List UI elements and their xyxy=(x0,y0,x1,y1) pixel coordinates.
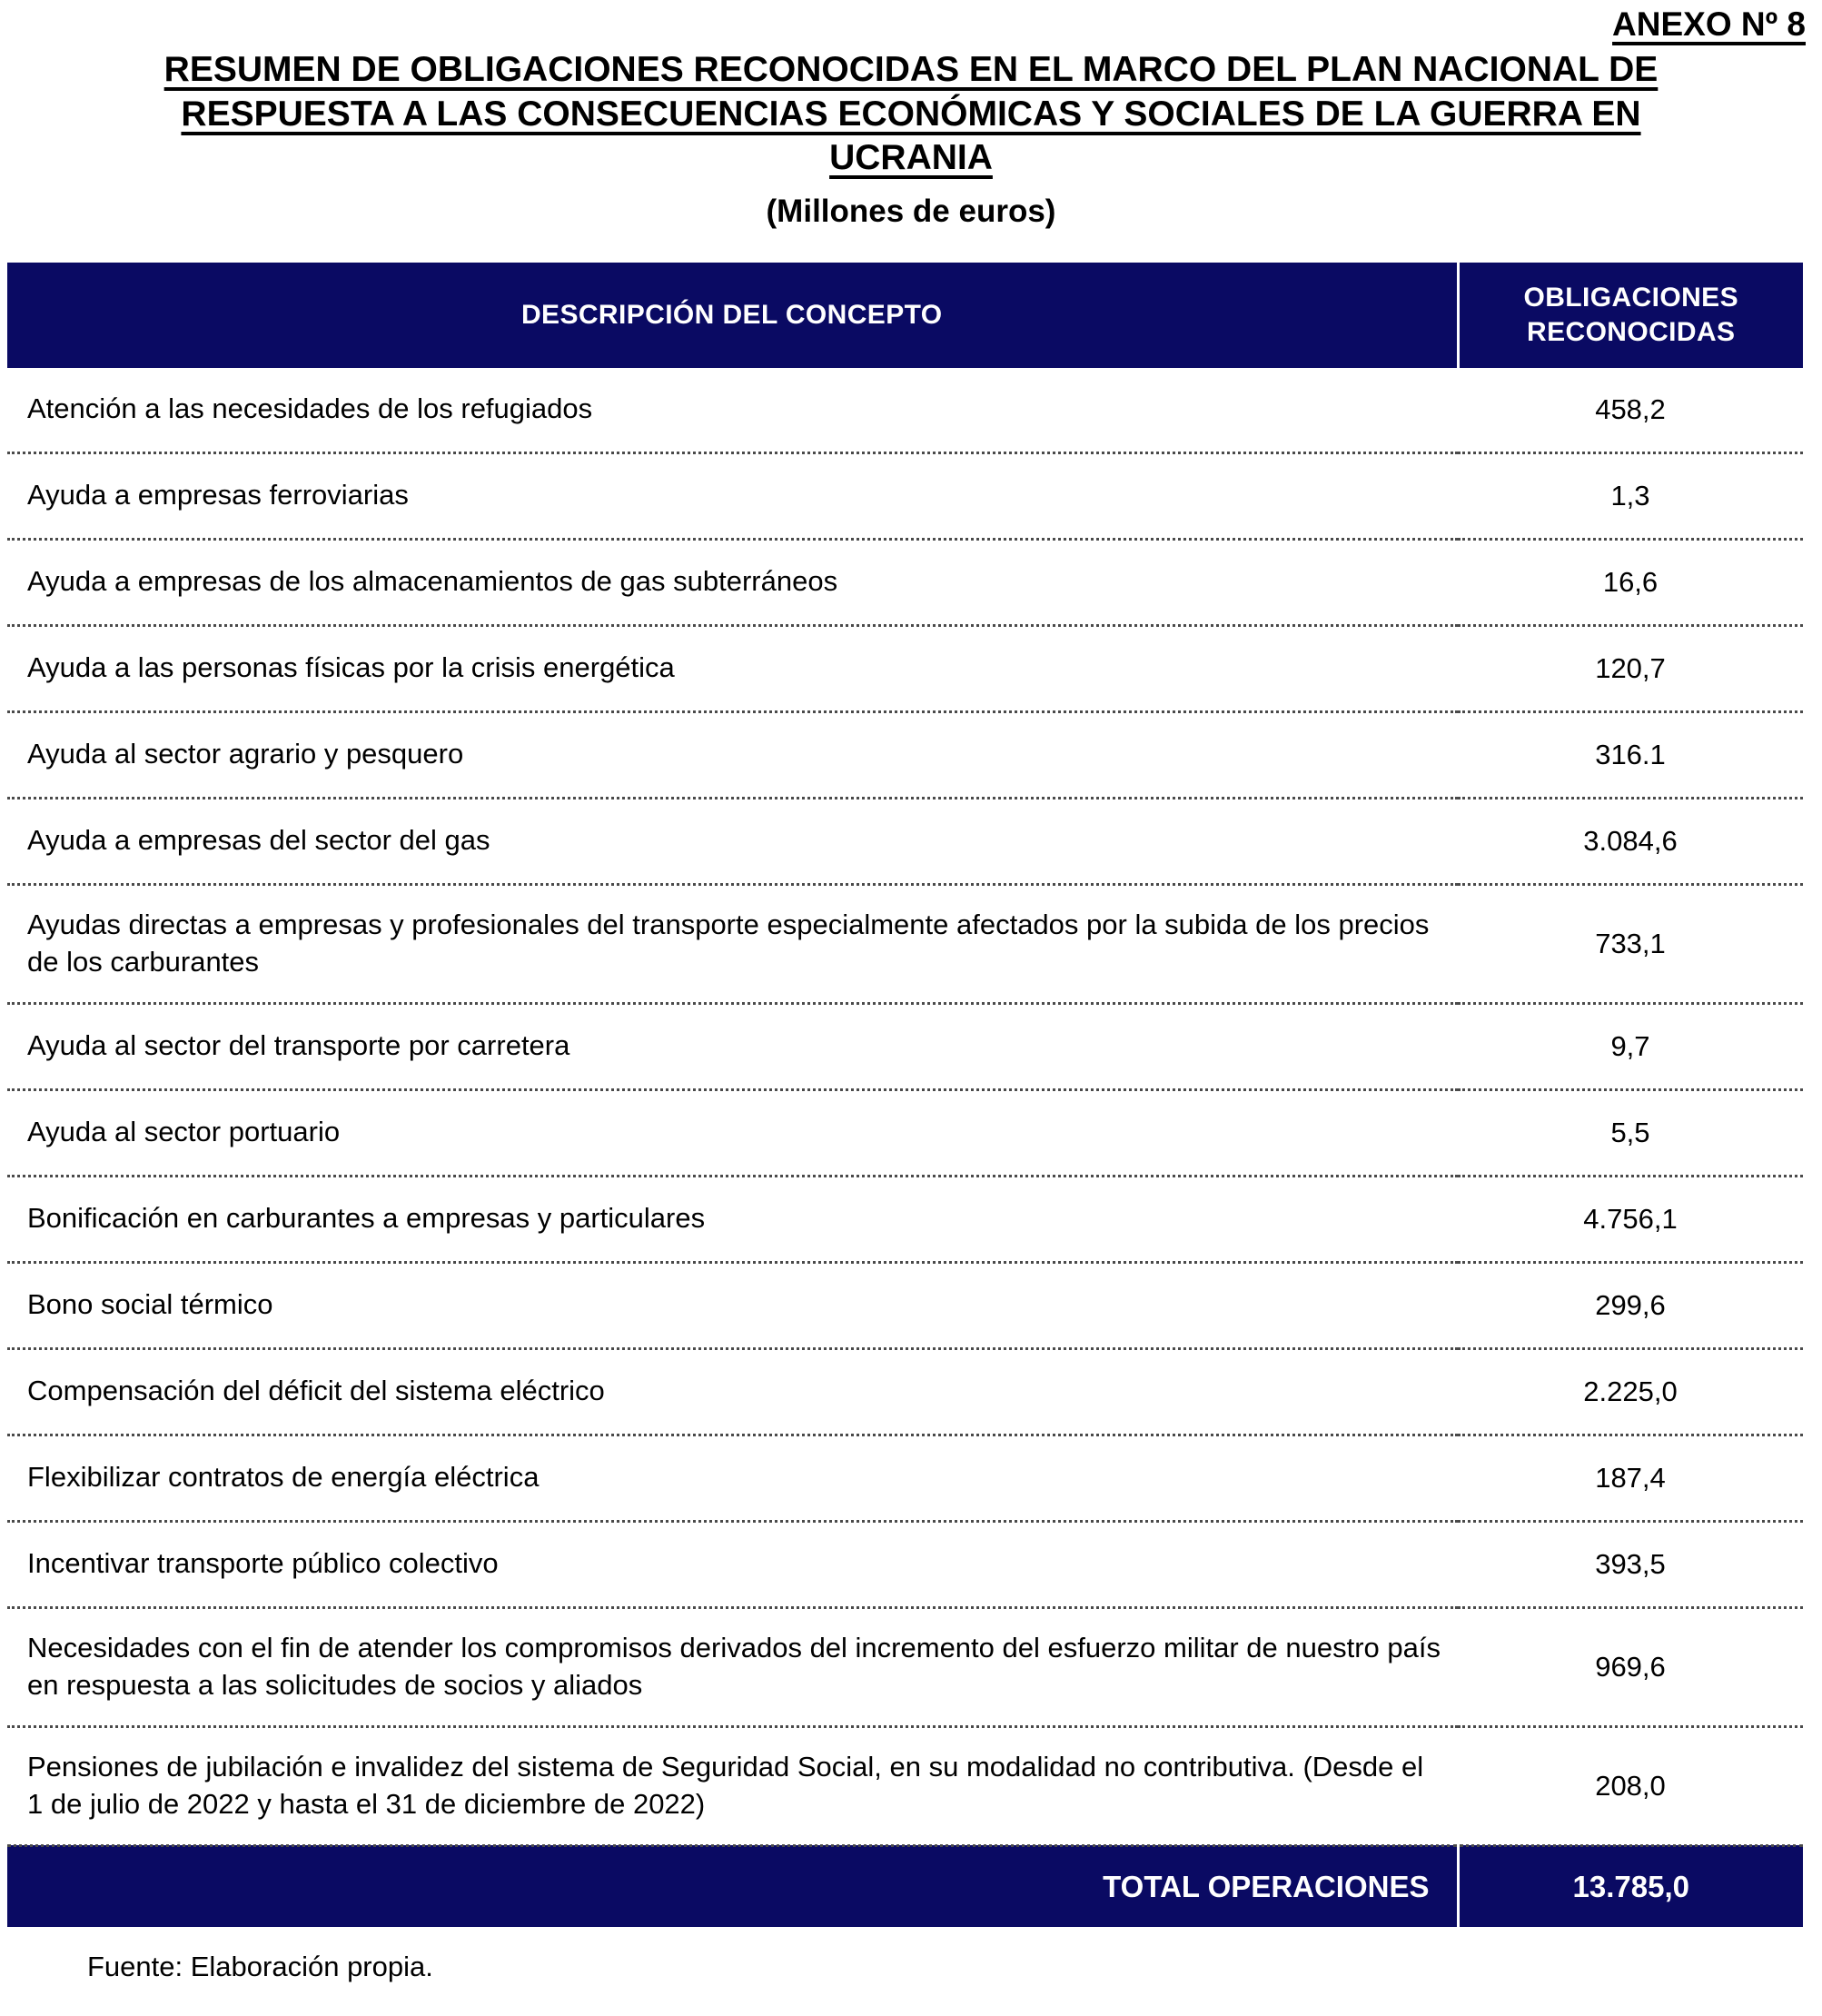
cell-amount: 393,5 xyxy=(1458,1521,1803,1607)
cell-amount: 208,0 xyxy=(1458,1726,1803,1845)
page-title xyxy=(0,43,1822,180)
cell-amount: 5,5 xyxy=(1458,1089,1803,1176)
units-subtitle: (Millones de euros) xyxy=(766,193,1056,229)
cell-concept: Ayuda a empresas ferroviarias xyxy=(7,452,1458,539)
cell-concept: Bonificación en carburantes a empresas y particulares xyxy=(7,1176,1458,1262)
table-row xyxy=(7,539,1803,625)
cell-concept: Ayudas directas a empresas y profesionales del transporte especialmente afectados por la subida de los precios de los carburantes xyxy=(7,884,1458,1003)
table-header xyxy=(7,263,1803,368)
table-row xyxy=(7,1176,1803,1262)
column-header-amount xyxy=(1458,263,1803,368)
cell-amount: 187,4 xyxy=(1458,1435,1803,1521)
cell-concept: Ayuda al sector del transporte por carretera xyxy=(7,1003,1458,1089)
annex-table-container xyxy=(7,263,1803,1927)
table-header-row xyxy=(7,263,1803,368)
cell-concept: Ayuda al sector portuario xyxy=(7,1089,1458,1176)
table-row xyxy=(7,1348,1803,1435)
cell-amount: 299,6 xyxy=(1458,1262,1803,1348)
table-row xyxy=(7,1435,1803,1521)
annex-number-text: ANEXO Nº 8 xyxy=(1612,5,1806,43)
cell-amount: 969,6 xyxy=(1458,1607,1803,1726)
total-label: TOTAL OPERACIONES xyxy=(7,1845,1458,1927)
cell-concept: Ayuda a empresas del sector del gas xyxy=(7,798,1458,884)
cell-concept: Ayuda al sector agrario y pesquero xyxy=(7,711,1458,798)
cell-amount: 16,6 xyxy=(1458,539,1803,625)
table-row xyxy=(7,1089,1803,1176)
cell-concept: Flexibilizar contratos de energía eléctrica xyxy=(7,1435,1458,1521)
column-header-amount-line-2: RECONOCIDAS xyxy=(1527,316,1736,347)
cell-amount: 316.1 xyxy=(1458,711,1803,798)
cell-concept: Necesidades con el fin de atender los compromisos derivados del incremento del esfuerzo militar de nuestro país en respuesta a las solicitudes de socios y aliados xyxy=(7,1607,1458,1726)
cell-amount: 3.084,6 xyxy=(1458,798,1803,884)
table-row xyxy=(7,625,1803,711)
page-title-line-3: UCRANIA xyxy=(829,138,993,178)
cell-concept: Bono social térmico xyxy=(7,1262,1458,1348)
cell-amount: 120,7 xyxy=(1458,625,1803,711)
table-row xyxy=(7,1003,1803,1089)
cell-concept: Atención a las necesidades de los refugiados xyxy=(7,368,1458,453)
total-row xyxy=(7,1845,1803,1927)
table-row xyxy=(7,798,1803,884)
page-title-line-1: RESUMEN DE OBLIGACIONES RECONOCIDAS EN EL MARCO DEL PLAN NACIONAL DE xyxy=(163,50,1659,90)
annex-table xyxy=(7,263,1803,1927)
cell-concept: Incentivar transporte público colectivo xyxy=(7,1521,1458,1607)
source-note: Fuente: Elaboración propia. xyxy=(87,1950,433,1982)
annex-number xyxy=(0,0,1822,43)
cell-concept: Pensiones de jubilación e invalidez del sistema de Seguridad Social, en su modalidad no contributiva. (Desde el 1 de julio de 2022 y hasta el 31 de diciembre de 2022) xyxy=(7,1726,1458,1845)
cell-amount: 1,3 xyxy=(1458,452,1803,539)
cell-concept: Ayuda a las personas físicas por la crisis energética xyxy=(7,625,1458,711)
table-row xyxy=(7,1521,1803,1607)
table-row xyxy=(7,1607,1803,1726)
table-row xyxy=(7,1726,1803,1845)
column-header-concept: DESCRIPCIÓN DEL CONCEPTO xyxy=(7,263,1458,368)
cell-concept: Ayuda a empresas de los almacenamientos de gas subterráneos xyxy=(7,539,1458,625)
cell-concept: Compensación del déficit del sistema eléctrico xyxy=(7,1348,1458,1435)
table-row xyxy=(7,1262,1803,1348)
cell-amount: 9,7 xyxy=(1458,1003,1803,1089)
cell-amount: 4.756,1 xyxy=(1458,1176,1803,1262)
table-body xyxy=(7,368,1803,1846)
table-row xyxy=(7,452,1803,539)
total-value: 13.785,0 xyxy=(1458,1845,1803,1927)
table-row xyxy=(7,884,1803,1003)
cell-amount: 458,2 xyxy=(1458,368,1803,453)
page-title-line-2: RESPUESTA A LAS CONSECUENCIAS ECONÓMICAS Y SOCIALES DE LA GUERRA EN xyxy=(181,94,1641,134)
table-row xyxy=(7,368,1803,453)
table-footer xyxy=(7,1845,1803,1927)
table-row xyxy=(7,711,1803,798)
column-header-amount-line-1: OBLIGACIONES xyxy=(1523,283,1738,313)
cell-amount: 733,1 xyxy=(1458,884,1803,1003)
cell-amount: 2.225,0 xyxy=(1458,1348,1803,1435)
